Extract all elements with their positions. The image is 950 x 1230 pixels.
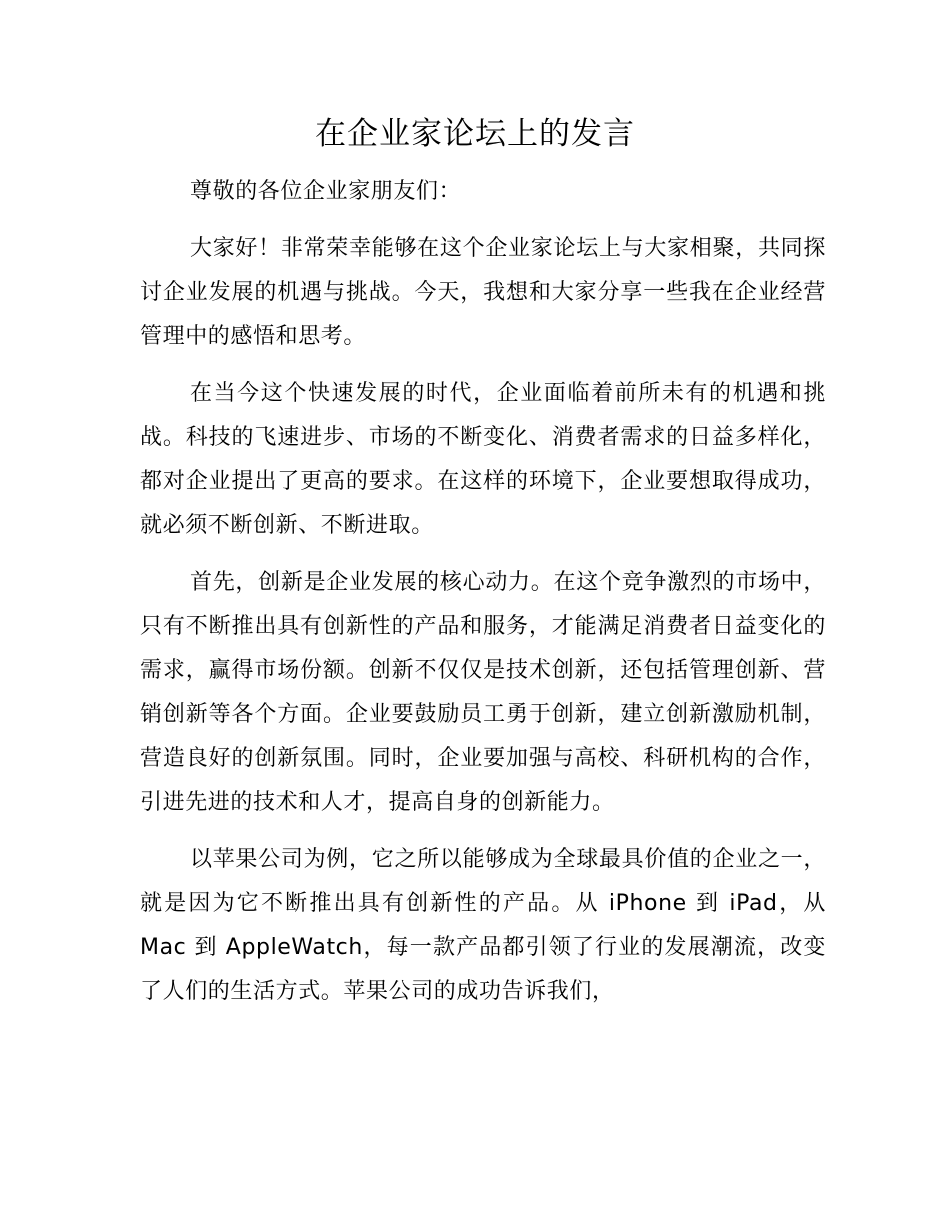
- paragraph: 首先，创新是企业发展的核心动力。在这个竞争激烈的市场中，只有不断推出具有创新性的产品和服务，才能满足消费者日益变化的需求，赢得市场份额。创新不仅仅是技术创新，还包括管理创新、营销创新等各个方面。企业要鼓励员工勇于创新，建立创新激励机制，营造良好的创新氛围。同时，企业要加强与高校、科研机构的合作，引进先进的技术和人才，提高自身的创新能力。: [140, 570, 826, 815]
- document-title: 在企业家论坛上的发言: [315, 116, 635, 152]
- paragraph: 以苹果公司为例，它之所以能够成为全球最具价值的企业之一，就是因为它不断推出具有创新性的产品。从 iPhone 到 iPad，从 Mac 到 AppleWatch，每一款产品都引领了行业的发展潮流，改变了人们的生活方式。苹果公司的成功告诉我们，: [140, 847, 826, 1004]
- paragraph: 在当今这个快速发展的时代，企业面临着前所未有的机遇和挑战。科技的飞速进步、市场的不断变化、消费者需求的日益多样化，都对企业提出了更高的要求。在这样的环境下，企业要想取得成功，就必须不断创新、不断进取。: [140, 381, 826, 538]
- salutation: 尊敬的各位企业家朋友们：: [190, 179, 462, 204]
- document-body: [140, 170, 826, 1027]
- paragraph: 大家好！非常荣幸能够在这个企业家论坛上与大家相聚，共同探讨企业发展的机遇与挑战。今天，我想和大家分享一些我在企业经营管理中的感悟和思考。: [140, 236, 826, 349]
